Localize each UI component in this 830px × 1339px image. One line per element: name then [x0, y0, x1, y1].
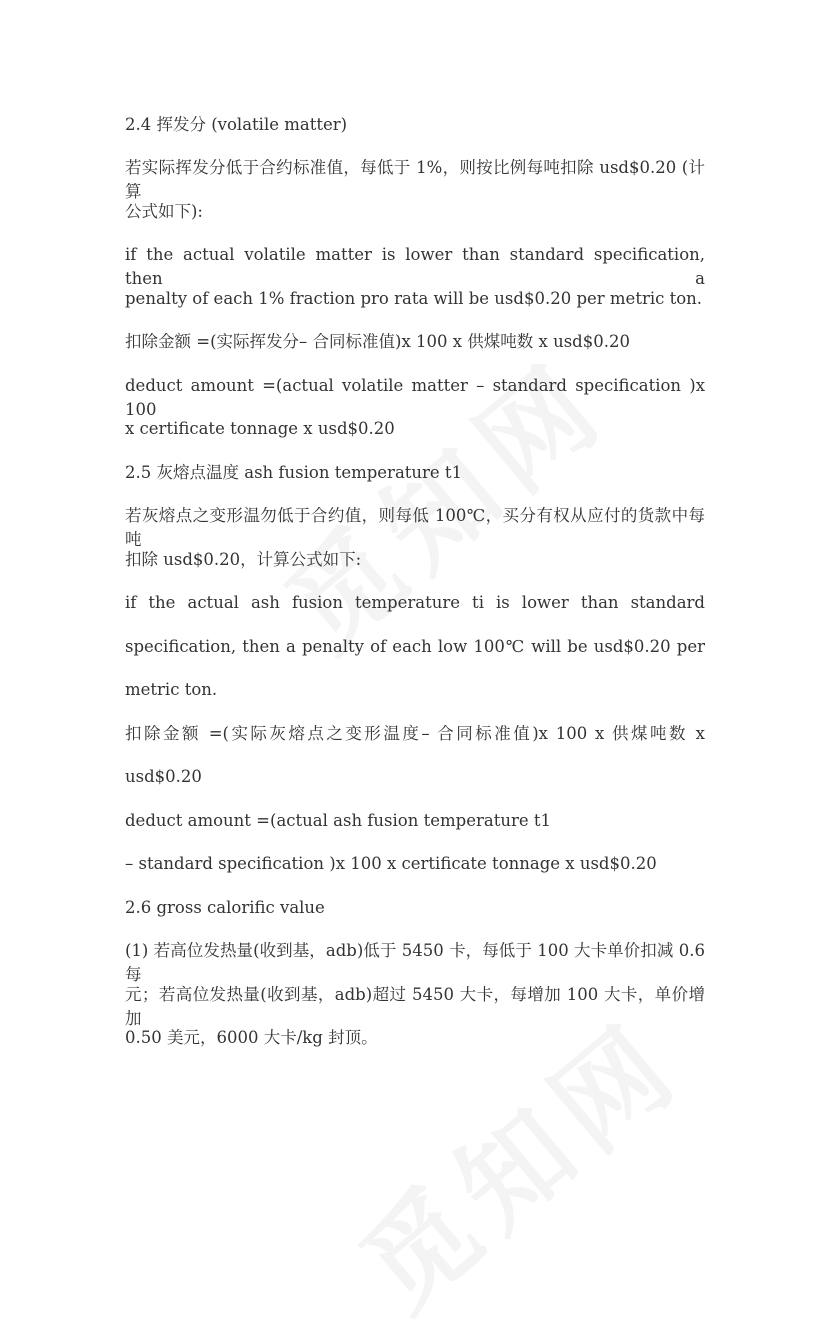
formula-line: 扣除金额 =(实际挥发分– 合同标准值)x 100 x 供煤吨数 x usd$0.20 [125, 332, 630, 351]
paragraph-line: specification, then a penalty of each low 100℃ will be usd$0.20 per [125, 637, 705, 656]
formula-line: x certificate tonnage x usd$0.20 [125, 419, 395, 438]
paragraph-line: if the actual ash fusion temperature ti is lower than standard [125, 593, 705, 612]
paragraph-line: 公式如下): [125, 202, 203, 221]
formula-line: 扣除金额 =(实际灰熔点之变形温度– 合同标准值)x 100 x 供煤吨数 x [125, 724, 705, 743]
formula-line: deduct amount =(actual ash fusion temperature t1 [125, 811, 551, 830]
paragraph-line: 若灰熔点之变形温勿低于合约值，则每低 100℃，买分有权从应付的货款中每吨 [125, 506, 705, 549]
section-heading-gross-calorific: 2.6 gross calorific value [125, 898, 325, 917]
formula-line: usd$0.20 [125, 767, 202, 786]
paragraph-line: metric ton. [125, 680, 218, 699]
paragraph-line: 扣除 usd$0.20，计算公式如下: [125, 550, 362, 569]
paragraph-line: (1) 若高位发热量(收到基，adb)低于 5450 卡，每低于 100 大卡单价扣减 0.6 每 [125, 941, 705, 984]
paragraph-line: 0.50 美元，6000 大卡/kg 封顶。 [125, 1028, 378, 1047]
paragraph-line: 若实际挥发分低于合约标准值，每低于 1%，则按比例每吨扣除 usd$0.20 (计算 [125, 158, 705, 201]
formula-line: deduct amount =(actual volatile matter – standard specification )x 100 [125, 376, 705, 419]
section-heading-volatile-matter: 2.4 挥发分 (volatile matter) [125, 115, 348, 134]
paragraph-line: 元；若高位发热量(收到基，adb)超过 5450 大卡，每增加 100 大卡，单价增加 [125, 985, 705, 1028]
paragraph-line: penalty of each 1% fraction pro rata will be usd$0.20 per metric ton. [125, 289, 703, 308]
formula-line: – standard specification )x 100 x certificate tonnage x usd$0.20 [125, 854, 657, 873]
section-heading-ash-fusion: 2.5 灰熔点温度 ash fusion temperature t1 [125, 463, 463, 482]
paragraph-line: if the actual volatile matter is lower than standard specification, then a [125, 245, 705, 288]
watermark-logo [323, 979, 710, 1339]
watermark-logo [248, 319, 635, 679]
